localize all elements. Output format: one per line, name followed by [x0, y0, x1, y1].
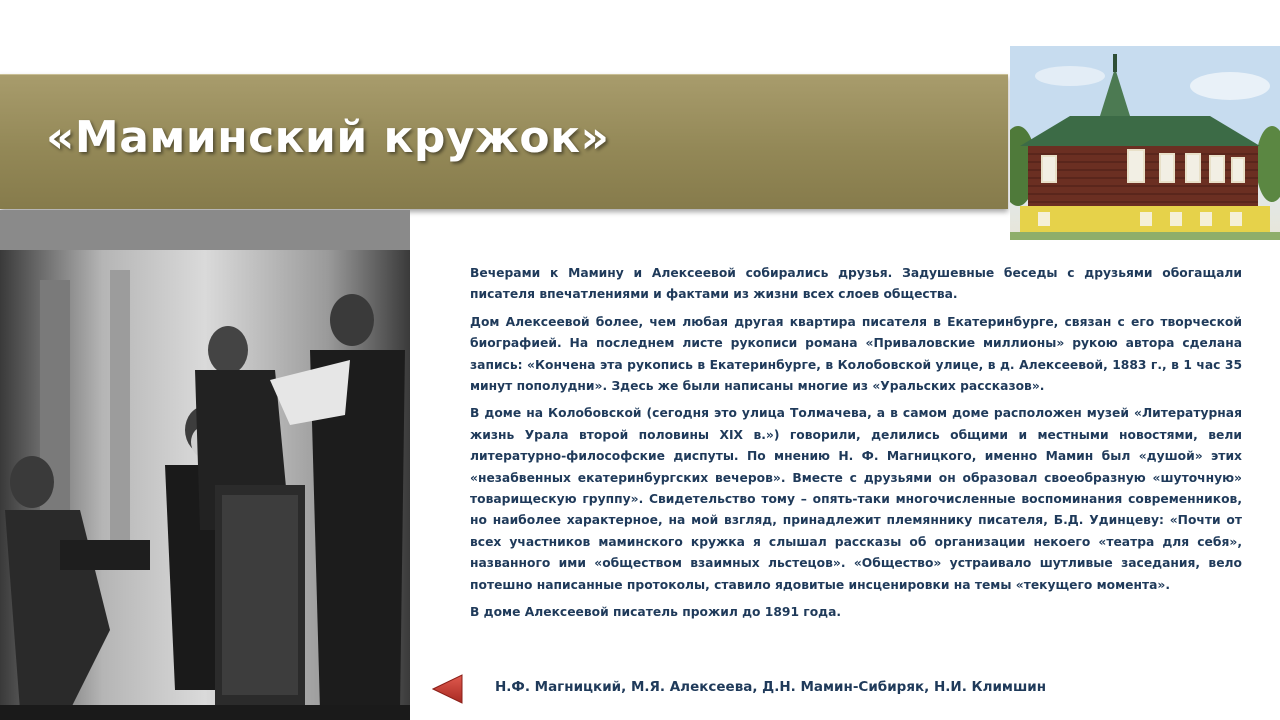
house-illustration [1010, 46, 1280, 240]
portrait-illustration [0, 210, 410, 720]
paragraph: В доме Алексеевой писатель прожил до 1891 года. [470, 605, 842, 620]
paragraph: В доме на Колобовской (сегодня это улица Толмачева, а в самом доме расположен музей «Литературная жизнь Урала второй половины XIX в.») говорили, делились общими и местными новостями, вели литературно-философские диспуты. По мнению Н. Ф. Магницкого, именно Мамин был «душой» этих «незабвенных екатеринбургских вечеров». Вместе с друзьями он образовал своеобразную «шуточную» товарищескую группу». Свидетельство тому – опять-таки многочисленные воспоминания современников, но наиболее характерное, на мой взгляд, принадлежит племяннику писателя, Б.Д. Удинцеву: «Почти от всех участников маминского кружка я слышал рассказы об организации некоего «театра для себя», названного ими «обществом взаимных льстецов». «Общество» устраивало шутливые заседания, вело потешно написанные протоколы, ставило ядовитые инсценировки на темы «текущего момента». [470, 406, 1242, 592]
photo-caption: Н.Ф. Магницкий, М.Я. Алексеева, Д.Н. Мамин-Сибиряк, Н.И. Климшин [495, 679, 1047, 695]
paragraph: Дом Алексеевой более, чем любая другая квартира писателя в Екатеринбурге, связан с его творческой биографией. На последнем листе рукописи романа «Приваловские миллионы» рукою автора сделана запись: «Кончена эта рукопись в Екатеринбурге, в Колобовской улице, в д. Алексеевой, 1883 г., в 1 час 35 минут пополудни». Здесь же были написаны многие из «Уральских рассказов». [470, 314, 1242, 394]
slide-title: «Маминский кружок» [46, 112, 610, 163]
back-arrow-button[interactable] [432, 674, 464, 704]
house-museum-photo [1010, 46, 1280, 240]
paragraph: Вечерами к Мамину и Алексеевой собирались друзья. Задушевные беседы с друзьями обогащали писателя впечатлениями и фактами из жизни всех слоев общества. [470, 266, 1242, 302]
back-arrow-icon [432, 674, 464, 704]
group-portrait-photo [0, 210, 410, 720]
body-text [470, 263, 1242, 630]
